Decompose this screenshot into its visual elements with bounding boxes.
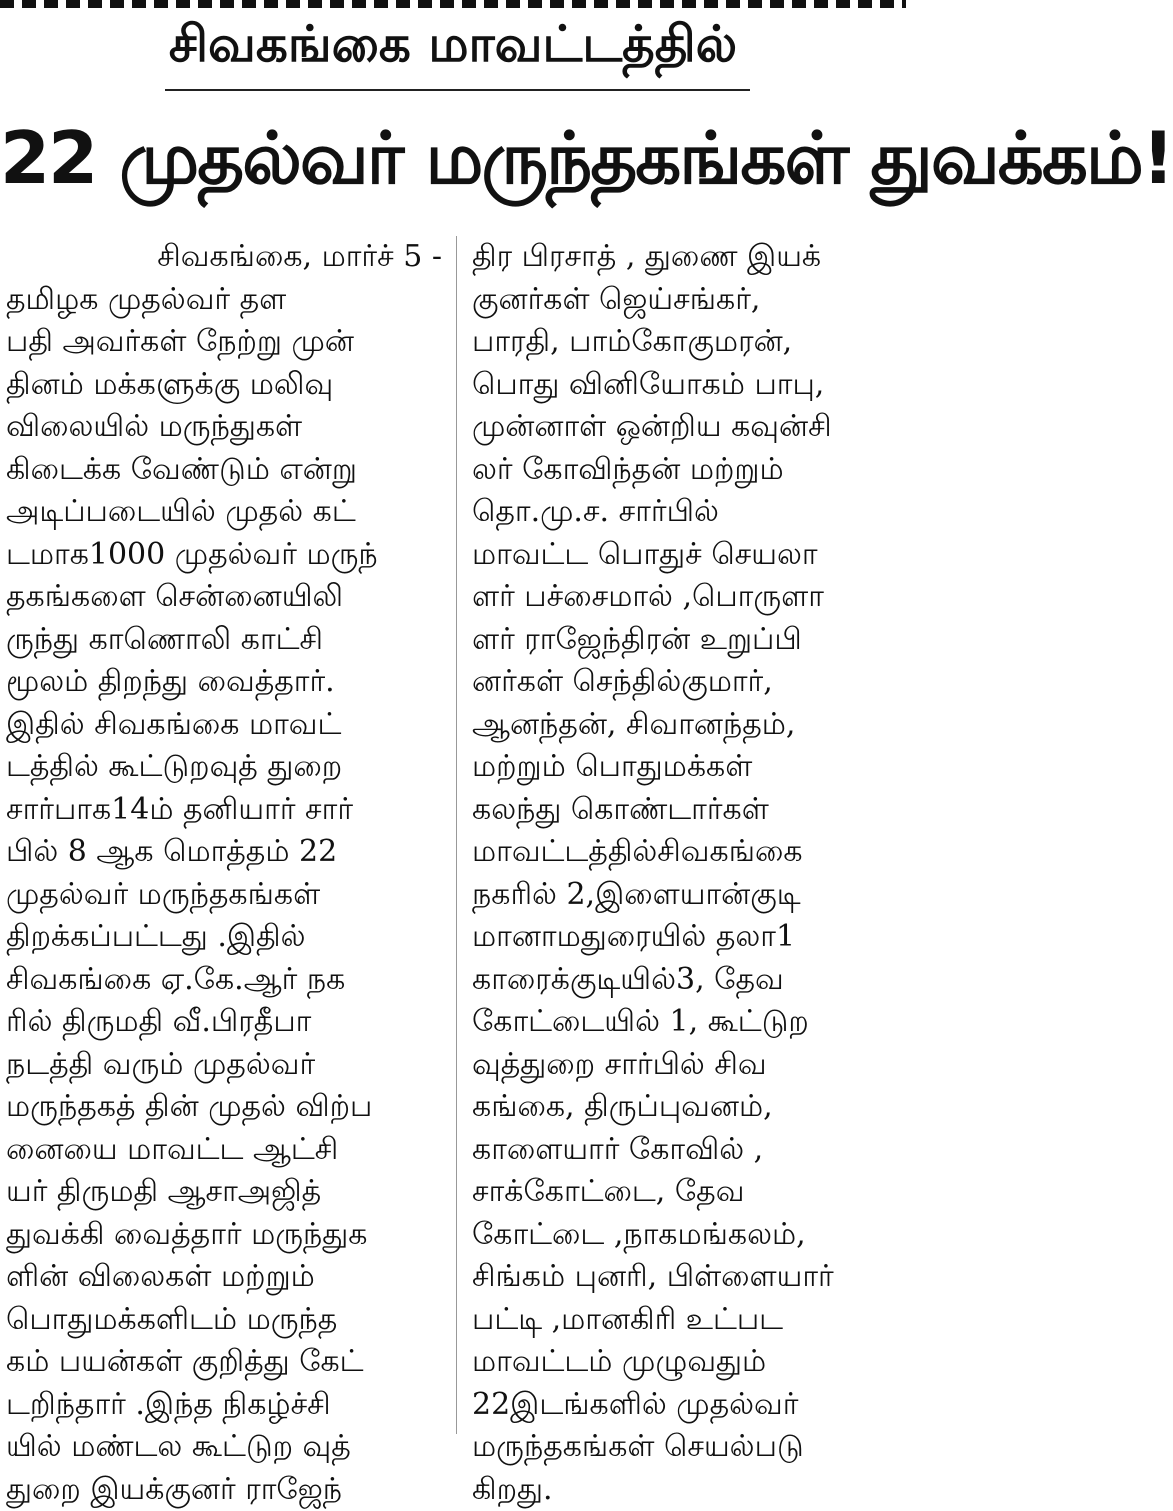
article-line: யர் திருமதி ஆசாஅஜித் [6, 1171, 442, 1214]
article-line: தினம் மக்களுக்கு மலிவு [6, 364, 442, 407]
article-line: திர பிரசாத் , துணை இயக் [472, 236, 902, 279]
article-line: சார்பாக14ம் தனியார் சார் [6, 789, 442, 832]
article-line: னர்கள் செந்தில்குமார், [472, 661, 902, 704]
article-line: சாக்கோட்டை, தேவ [472, 1171, 902, 1214]
article-line: ஆனந்தன், சிவானந்தம், [472, 704, 902, 747]
article-line: அடிப்படையில் முதல் கட் [6, 491, 442, 534]
article-line: நகரில் 2,இளையான்குடி [472, 874, 902, 917]
article-column-right [472, 236, 902, 1434]
article-line: இதில் சிவகங்கை மாவட் [6, 704, 442, 747]
article-line: தொ.மு.ச. சார்பில் [472, 491, 902, 534]
article-line: கம் பயன்கள் குறித்து கேட் [6, 1341, 442, 1384]
article-column-left [6, 236, 442, 1434]
article-line: யில் மண்டல கூட்டுற வுத் [6, 1426, 442, 1469]
top-dashed-rule [0, 0, 906, 8]
dateline: சிவகங்கை, மார்ச் 5 - [6, 236, 442, 279]
article-line: பாரதி, பாம்கோகுமரன், [472, 321, 902, 364]
article-line: ளர் பச்சைமால் ,பொருளா [472, 576, 902, 619]
article-line: டத்தில் கூட்டுறவுத் துறை [6, 746, 442, 789]
article-line: கலந்து கொண்டார்கள் [472, 789, 902, 832]
article-line: திறக்கப்பட்டது .இதில் [6, 916, 442, 959]
article-line: சிவகங்கை ஏ.கே.ஆர் நக [6, 959, 442, 1002]
article-line: லர் கோவிந்தன் மற்றும் [472, 449, 902, 492]
article-line: கிடைக்க வேண்டும் என்று [6, 449, 442, 492]
article-line: மாவட்ட பொதுச் செயலா [472, 534, 902, 577]
article-line: விலையில் மருந்துகள் [6, 406, 442, 449]
article-line: பதி அவர்கள் நேற்று முன் [6, 321, 442, 364]
article-line: சிங்கம் புனரி, பிள்ளையார் [472, 1256, 902, 1299]
article-line: மருந்தகத் தின் முதல் விற்ப [6, 1086, 442, 1129]
article-line: 22இடங்களில் முதல்வர் [472, 1384, 902, 1427]
article-line: டமாக1000 முதல்வர் மருந் [6, 534, 442, 577]
article-line: மாவட்டத்தில்சிவகங்கை [472, 831, 902, 874]
article-line: முதல்வர் மருந்தகங்கள் [6, 874, 442, 917]
article-line: மானாமதுரையில் தலா1 [472, 916, 902, 959]
article-line: வுத்துறை சார்பில் சிவ [472, 1044, 902, 1087]
article-line: கிறது. [472, 1469, 902, 1511]
article-line: மூலம் திறந்து வைத்தார். [6, 661, 442, 704]
article-line: ளின் விலைகள் மற்றும் [6, 1256, 442, 1299]
article-line: மாவட்டம் முழுவதும் [472, 1341, 902, 1384]
article-line: பொது வினியோகம் பாபு, [472, 364, 902, 407]
article-line: குனர்கள் ஜெய்சங்கர், [472, 279, 902, 322]
article-line: பில் 8 ஆக மொத்தம் 22 [6, 831, 442, 874]
right-column-body [472, 236, 902, 1511]
article-line: கோட்டை ,நாகமங்கலம், [472, 1214, 902, 1257]
article-line: காளையார் கோவில் , [472, 1129, 902, 1172]
article-line: பொதுமக்களிடம் மருந்த [6, 1299, 442, 1342]
kicker-heading: சிவகங்கை மாவட்டத்தில் [0, 12, 906, 76]
article-line: னையை மாவட்ட ஆட்சி [6, 1129, 442, 1172]
article-line: காரைக்குடியில்3, தேவ [472, 959, 902, 1002]
article-line: தமிழக முதல்வர் தள [6, 279, 442, 322]
article-line: துவக்கி வைத்தார் மருந்துக [6, 1214, 442, 1257]
article-line: ரில் திருமதி வீ.பிரதீபா [6, 1001, 442, 1044]
article-line: டறிந்தார் .இந்த நிகழ்ச்சி [6, 1384, 442, 1427]
article-line: துறை இயக்குனர் ராஜேந் [6, 1469, 442, 1511]
headline: 22 முதல்வர் மருந்தகங்கள் துவக்கம்! [0, 102, 906, 214]
article-line: தகங்களை சென்னையிலி [6, 576, 442, 619]
article-line: கங்கை, திருப்புவனம், [472, 1086, 902, 1129]
article-line: மற்றும் பொதுமக்கள் [472, 746, 902, 789]
article-line: நடத்தி வரும் முதல்வர் [6, 1044, 442, 1087]
article-line: கோட்டையில் 1, கூட்டுற [472, 1001, 902, 1044]
article-line: மருந்தகங்கள் செயல்படு [472, 1426, 902, 1469]
column-divider [456, 236, 457, 1434]
article-line: ருந்து காணொலி காட்சி [6, 619, 442, 662]
article-line: பட்டி ,மானகிரி உட்பட [472, 1299, 902, 1342]
left-column-body [6, 279, 442, 1511]
article-line: ளர் ராஜேந்திரன் உறுப்பி [472, 619, 902, 662]
article-line: முன்னாள் ஒன்றிய கவுன்சி [472, 406, 902, 449]
kicker-underline [165, 89, 750, 91]
